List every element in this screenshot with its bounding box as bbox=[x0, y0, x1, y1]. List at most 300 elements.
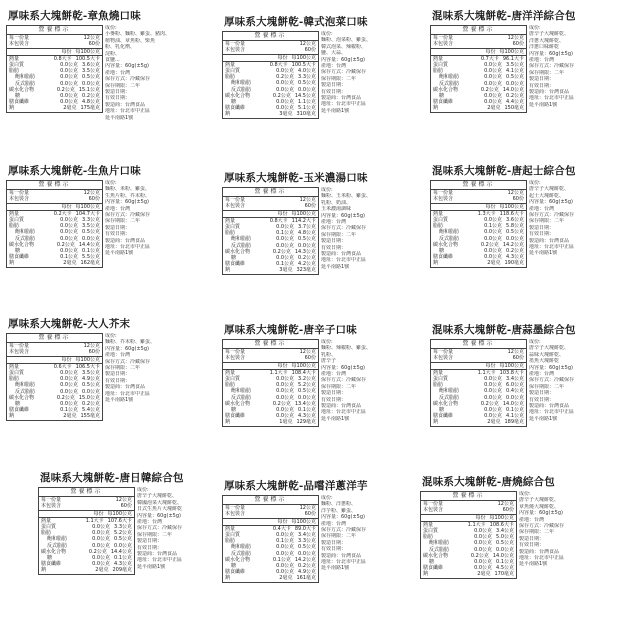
package-label: 本包裝含 bbox=[225, 511, 246, 518]
nutrient-per-serving: 0.0公克 bbox=[484, 217, 503, 224]
info-line: 章魚燒大塊餅乾、 bbox=[519, 503, 560, 510]
info-line: 保存方式：冷藏保存 bbox=[321, 225, 367, 232]
serving-value: 12公克 bbox=[507, 349, 524, 356]
nutrient-per-100g: 15.0公克 bbox=[78, 394, 100, 401]
nutrient-per-serving: 0.2公克 bbox=[56, 394, 75, 401]
package-row bbox=[7, 196, 102, 203]
nutrient-per-serving: 0.8大卡 bbox=[269, 217, 288, 224]
package-label: 本包裝含 bbox=[423, 507, 444, 514]
nutrient-per-100g: 129毫克 bbox=[296, 419, 316, 426]
info-line: 產地：台灣 bbox=[529, 371, 555, 378]
serving-label: 每一份量 bbox=[225, 505, 246, 512]
nutrient-per-serving: 0.0公克 bbox=[276, 255, 295, 262]
info-line: 保存方式：冷藏保存 bbox=[105, 358, 151, 365]
info-line: 產地：台灣 bbox=[105, 352, 131, 359]
nutrient-name: 糖 bbox=[231, 563, 237, 570]
info-line: 製造日期： bbox=[105, 89, 131, 96]
nutrient-per-serving: 2毫克 bbox=[63, 260, 77, 267]
info-line: 製造日期： bbox=[105, 224, 131, 231]
nutrient-per-serving: 2毫克 bbox=[63, 105, 77, 112]
nutrient-per-serving: 0.6大卡 bbox=[53, 363, 72, 370]
serving-value: 12公克 bbox=[83, 190, 100, 197]
nutrient-name: 脂肪 bbox=[41, 530, 52, 537]
nutrient-per-serving: 0.0公克 bbox=[484, 93, 503, 100]
nutrient-name: 膳食纖維 bbox=[41, 561, 62, 568]
info-line: 唐辛子大塊餅乾、 bbox=[519, 497, 560, 504]
nutrient-per-100g: 14.0公克 bbox=[502, 400, 524, 407]
nutrient-per-100g: 15.1公克 bbox=[78, 86, 100, 93]
nutrition-table bbox=[6, 333, 103, 421]
nutrient-per-100g: 3.5公克 bbox=[82, 68, 100, 75]
info-line: 地址：台北市中正區 bbox=[529, 409, 575, 416]
nutrient-per-100g: 5.5公克 bbox=[82, 254, 100, 261]
package-value: 60份 bbox=[512, 41, 524, 48]
serving-label: 每一份量 bbox=[433, 35, 454, 42]
package-label: 本包裝含 bbox=[9, 349, 30, 356]
nutrient-per-100g: 14.2公克 bbox=[294, 556, 316, 563]
column-per-100g: 每100公克 bbox=[489, 514, 514, 521]
nutrient-per-serving: 0.2公克 bbox=[470, 552, 489, 559]
nutrient-per-serving: 0.0公克 bbox=[60, 376, 79, 383]
nutrient-per-serving: 0.0公克 bbox=[60, 235, 79, 242]
info-line: 麵粉、芥末粉、雞蛋、 bbox=[105, 339, 156, 346]
package-row bbox=[39, 503, 134, 510]
info-line: 地址：台北市中正區 bbox=[105, 108, 151, 115]
nutrient-per-100g: 0.0公克 bbox=[298, 550, 316, 557]
column-per-100g: 每100公克 bbox=[291, 518, 316, 525]
product-label bbox=[6, 163, 211, 315]
nutrient-name: 鈉 bbox=[433, 105, 439, 112]
nutrient-name: 飽和脂肪 bbox=[231, 544, 252, 551]
product-title: 混味系大塊餅乾-唐日韓綜合包 bbox=[40, 472, 184, 484]
info-line: 延平南路1號 bbox=[321, 263, 350, 270]
nutrient-name: 熱量 bbox=[9, 363, 20, 370]
nutrient-name: 熱量 bbox=[433, 55, 444, 62]
package-row bbox=[431, 355, 526, 362]
nutrition-heading: 營養標示 bbox=[431, 340, 526, 349]
nutrient-name: 脂肪 bbox=[225, 74, 236, 81]
nutrient-per-serving: 0.1公克 bbox=[276, 261, 295, 268]
info-line: 內容量：60g(±5g) bbox=[321, 56, 365, 63]
nutrient-name: 蛋白質 bbox=[9, 370, 25, 377]
nutrient-per-100g: 100.5大卡 bbox=[75, 55, 100, 62]
nutrient-per-100g: 103.8大卡 bbox=[499, 369, 524, 376]
nutrient-name: 鈉 bbox=[41, 567, 47, 574]
nutrient-per-100g: 4.8公克 bbox=[82, 99, 100, 106]
info-line: 內容量：60g(±5g) bbox=[529, 199, 573, 206]
nutrient-per-100g: 3.4公克 bbox=[496, 528, 514, 535]
nutrient-per-100g: 3.5公克 bbox=[82, 223, 100, 230]
nutrient-per-100g: 0.4公克 bbox=[506, 388, 524, 395]
package-value: 60份 bbox=[512, 196, 524, 203]
nutrient-name: 膳食纖維 bbox=[423, 565, 444, 572]
nutrient-per-100g: 0.0公克 bbox=[506, 394, 524, 401]
info-line: 成份: bbox=[529, 339, 541, 345]
nutrient-per-100g: 0.0公克 bbox=[298, 86, 316, 93]
nutrient-name: 脂肪 bbox=[9, 223, 20, 230]
product-info bbox=[321, 31, 427, 114]
nutrient-per-serving: 2毫克 bbox=[487, 260, 501, 267]
nutrient-per-100g: 4.1公克 bbox=[506, 68, 524, 75]
column-per-serving: 每份 bbox=[93, 510, 104, 517]
nutrient-per-serving: 2毫克 bbox=[279, 575, 293, 582]
nutrition-heading: 營養標示 bbox=[421, 492, 516, 501]
nutrient-name: 膳食纖維 bbox=[433, 99, 454, 106]
nutrient-per-serving: 0.0公克 bbox=[276, 569, 295, 576]
nutrient-per-100g: 5.0公克 bbox=[496, 534, 514, 541]
nutrient-per-serving: 0.2公克 bbox=[272, 248, 291, 255]
nutrient-name: 熱量 bbox=[433, 369, 444, 376]
nutrient-name: 飽和脂肪 bbox=[47, 536, 68, 543]
product-info bbox=[529, 25, 635, 108]
nutrient-per-serving: 0.0公克 bbox=[276, 68, 295, 75]
nutrient-per-serving: 0.0公克 bbox=[484, 62, 503, 69]
nutrient-per-serving: 0.0公克 bbox=[276, 80, 295, 87]
nutrient-per-serving: 0.2公克 bbox=[272, 92, 291, 99]
nutrient-row bbox=[431, 105, 526, 111]
nutrient-name: 反式脂肪 bbox=[429, 546, 450, 553]
nutrient-per-100g: 104.7大卡 bbox=[75, 210, 100, 217]
info-line: 麵粉、玉米粉、雞蛋、 bbox=[321, 193, 372, 200]
info-line: 製造商：台灣食品 bbox=[105, 237, 146, 244]
nutrient-per-100g: 162毫克 bbox=[80, 260, 100, 267]
column-per-serving: 每份 bbox=[277, 210, 288, 217]
nutrient-per-100g: 114.2大卡 bbox=[291, 217, 316, 224]
serving-value: 12公克 bbox=[299, 505, 316, 512]
nutrient-name: 膳食纖維 bbox=[9, 99, 30, 106]
product-label bbox=[222, 170, 427, 322]
nutrient-name: 鈉 bbox=[423, 571, 429, 578]
column-header-row bbox=[223, 519, 318, 526]
nutrient-per-100g: 3.6公克 bbox=[82, 62, 100, 69]
nutrition-table bbox=[430, 339, 527, 427]
package-value: 60份 bbox=[304, 511, 316, 518]
nutrient-per-100g: 5.4公克 bbox=[82, 407, 100, 414]
info-line: 地址：台北市中正區 bbox=[519, 555, 565, 562]
package-row bbox=[7, 41, 102, 48]
nutrient-per-serving: 0.0公克 bbox=[484, 407, 503, 414]
nutrient-name: 蛋白質 bbox=[225, 532, 241, 539]
info-line: 保存方式：冷藏保存 bbox=[529, 63, 575, 70]
nutrient-per-serving: 0.0公克 bbox=[484, 376, 503, 383]
nutrient-name: 飽和脂肪 bbox=[439, 229, 460, 236]
package-row bbox=[431, 196, 526, 203]
nutrient-name: 糖 bbox=[429, 559, 435, 566]
nutrient-name: 碳水化合物 bbox=[225, 248, 251, 255]
info-line: 成份: bbox=[105, 333, 117, 339]
nutrient-per-100g: 3.4公克 bbox=[506, 376, 524, 383]
nutrient-per-serving: 0.0公克 bbox=[92, 530, 111, 537]
nutrient-per-100g: 108.6大卡 bbox=[489, 521, 514, 528]
nutrient-per-100g: 0.0公克 bbox=[82, 80, 100, 87]
nutrient-name: 脂肪 bbox=[433, 223, 444, 230]
nutrient-per-serving: 0.2大卡 bbox=[53, 210, 72, 217]
nutrient-name: 碳水化合物 bbox=[225, 92, 251, 99]
info-line: 地址：台北市中正區 bbox=[321, 559, 367, 566]
info-line: 唐辛子大塊餅乾、 bbox=[529, 186, 570, 193]
nutrient-name: 膳食纖維 bbox=[9, 407, 30, 414]
nutrient-per-serving: 0.7大卡 bbox=[480, 55, 499, 62]
nutrient-name: 反式脂肪 bbox=[231, 242, 252, 249]
nutrient-per-serving: 0.0公克 bbox=[60, 223, 79, 230]
nutrient-row bbox=[421, 571, 516, 577]
nutrient-name: 膳食纖維 bbox=[433, 413, 454, 420]
serving-value: 12公克 bbox=[115, 497, 132, 504]
nutrient-name: 鈉 bbox=[9, 413, 15, 420]
info-line: 內容量：60g(±5g) bbox=[529, 364, 573, 371]
nutrition-table bbox=[222, 187, 319, 275]
nutrient-per-100g: 14.3公克 bbox=[294, 248, 316, 255]
nutrient-per-100g: 14.0公克 bbox=[492, 552, 514, 559]
info-line: 淀粉、 bbox=[105, 50, 121, 57]
nutrient-name: 鈉 bbox=[9, 105, 15, 112]
package-value: 60份 bbox=[120, 503, 132, 510]
product-title: 混味系大塊餅乾-唐蒜墨綜合包 bbox=[432, 324, 576, 336]
nutrient-per-100g: 323毫克 bbox=[296, 267, 316, 274]
nutrient-name: 鈉 bbox=[225, 419, 231, 426]
info-line: 日式生魚片大塊餅乾 bbox=[137, 506, 183, 513]
nutrient-per-100g: 4.4公克 bbox=[506, 99, 524, 106]
info-line: 延平南路1號 bbox=[105, 114, 134, 121]
nutrient-per-serving: 2毫克 bbox=[487, 105, 501, 112]
nutrient-name: 糖 bbox=[15, 93, 21, 100]
info-line: 地址：台北市中正區 bbox=[321, 409, 367, 416]
nutrient-name: 碳水化合物 bbox=[9, 241, 35, 248]
info-line: 保存方式：冷藏保存 bbox=[519, 523, 565, 530]
info-line: 洋蔥大塊餅乾、 bbox=[529, 37, 565, 44]
column-per-100g: 每100公克 bbox=[499, 203, 524, 210]
nutrient-per-100g: 4.2公克 bbox=[298, 261, 316, 268]
nutrient-name: 鈉 bbox=[9, 260, 15, 267]
product-title: 厚味系大塊餅乾-大人芥末 bbox=[8, 318, 131, 330]
nutrient-per-100g: 13.4公克 bbox=[294, 400, 316, 407]
nutrient-per-serving: 0.2公克 bbox=[56, 241, 75, 248]
nutrient-per-serving: 2毫克 bbox=[487, 419, 501, 426]
nutrient-per-100g: 118.6大卡 bbox=[499, 210, 524, 217]
nutrient-name: 糖 bbox=[439, 248, 445, 255]
nutrient-per-100g: 310毫克 bbox=[296, 111, 316, 118]
info-line: 洋芋粉、雞蛋、 bbox=[321, 507, 357, 514]
nutrient-per-serving: 0.0公克 bbox=[60, 401, 79, 408]
nutrient-name: 膳食纖維 bbox=[225, 261, 246, 268]
product-label bbox=[6, 8, 211, 160]
nutrient-per-serving: 0.0公克 bbox=[60, 382, 79, 389]
nutrient-name: 蛋白質 bbox=[225, 224, 241, 231]
info-line: 保存方式：冷藏保存 bbox=[137, 525, 183, 532]
column-header-row bbox=[223, 55, 318, 62]
nutrient-per-serving: 0.2公克 bbox=[56, 86, 75, 93]
info-line: 製造日期： bbox=[137, 538, 163, 545]
nutrient-per-100g: 0.2公克 bbox=[82, 401, 100, 408]
column-header-row bbox=[7, 357, 102, 364]
nutrient-per-serving: 0.0公克 bbox=[276, 242, 295, 249]
serving-label: 每一份量 bbox=[423, 501, 444, 508]
info-line: 延平南路1號 bbox=[105, 250, 134, 257]
nutrient-per-100g: 14.4公克 bbox=[78, 241, 100, 248]
nutrient-per-100g: 0.0公克 bbox=[82, 388, 100, 395]
nutrient-name: 熱量 bbox=[9, 55, 20, 62]
nutrient-name: 蛋白質 bbox=[225, 376, 241, 383]
nutrient-per-100g: 0.5公克 bbox=[82, 229, 100, 236]
column-header-row bbox=[7, 49, 102, 56]
nutrient-name: 糖 bbox=[15, 401, 21, 408]
nutrient-per-serving: 0.0公克 bbox=[60, 68, 79, 75]
nutrient-name: 脂肪 bbox=[433, 68, 444, 75]
nutrient-per-serving: 0.0公克 bbox=[60, 93, 79, 100]
info-line: 保存期限：二年 bbox=[529, 218, 565, 225]
info-line: 產地：台灣 bbox=[529, 205, 555, 212]
info-line: 唐辛子 bbox=[321, 358, 337, 365]
nutrient-per-100g: 3.5公克 bbox=[82, 370, 100, 377]
nutrient-per-100g: 0.2公克 bbox=[506, 93, 524, 100]
info-line: 延平南路1號 bbox=[321, 107, 350, 114]
nutrient-per-serving: 0.1公克 bbox=[276, 538, 295, 545]
nutrient-name: 蛋白質 bbox=[433, 217, 449, 224]
nutrient-per-100g: 0.1公克 bbox=[506, 407, 524, 414]
column-per-100g: 每100公克 bbox=[499, 48, 524, 55]
nutrient-per-serving: 0.0公克 bbox=[484, 394, 503, 401]
nutrient-per-serving: 1.1大卡 bbox=[85, 517, 104, 524]
package-value: 60份 bbox=[304, 47, 316, 54]
nutrient-per-100g: 5.2公克 bbox=[114, 530, 132, 537]
column-header-row bbox=[431, 49, 526, 56]
package-value: 60份 bbox=[304, 203, 316, 210]
nutrient-per-100g: 0.5公克 bbox=[506, 229, 524, 236]
info-line: 地址：台北市中正區 bbox=[529, 95, 575, 102]
nutrient-per-100g: 0.5公克 bbox=[298, 236, 316, 243]
nutrient-name: 飽和脂肪 bbox=[231, 388, 252, 395]
nutrient-row bbox=[223, 111, 318, 117]
nutrition-table bbox=[6, 25, 103, 113]
nutrition-heading: 營養標示 bbox=[431, 26, 526, 35]
nutrient-per-100g: 4.1公克 bbox=[506, 413, 524, 420]
nutrient-per-serving: 1.1大卡 bbox=[269, 369, 288, 376]
info-line: 地址：台北市中正區 bbox=[105, 244, 151, 251]
package-label: 本包裝含 bbox=[9, 196, 30, 203]
nutrient-per-100g: 3.4公克 bbox=[298, 532, 316, 539]
nutrition-heading: 營養標示 bbox=[39, 488, 134, 497]
serving-label: 每一份量 bbox=[41, 497, 62, 504]
nutrient-per-serving: 0.8大卡 bbox=[53, 55, 72, 62]
product-title: 厚味系大塊餅乾-玉米濃湯口味 bbox=[224, 172, 368, 184]
nutrient-per-100g: 0.5公克 bbox=[82, 382, 100, 389]
nutrient-name: 蛋白質 bbox=[433, 376, 449, 383]
column-per-serving: 每份 bbox=[475, 514, 486, 521]
nutrient-per-serving: 0.0公克 bbox=[276, 532, 295, 539]
nutrient-per-100g: 0.2公克 bbox=[298, 255, 316, 262]
nutrient-per-serving: 0.2公克 bbox=[88, 548, 107, 555]
nutrient-name: 蛋白質 bbox=[9, 217, 25, 224]
nutrient-name: 熱量 bbox=[41, 517, 52, 524]
nutrient-name: 碳水化合物 bbox=[9, 394, 35, 401]
info-line: 製造商：台灣食品 bbox=[105, 101, 146, 108]
column-per-100g: 每100公克 bbox=[291, 362, 316, 369]
column-per-serving: 每份 bbox=[485, 362, 496, 369]
info-line: 內容量：60g(±5g) bbox=[321, 212, 365, 219]
package-label: 本包裝含 bbox=[225, 355, 246, 362]
nutrient-per-100g: 4.3公克 bbox=[114, 561, 132, 568]
nutrient-name: 反式脂肪 bbox=[439, 394, 460, 401]
nutrient-per-serving: 0.0公克 bbox=[474, 528, 493, 535]
nutrient-name: 脂肪 bbox=[433, 382, 444, 389]
info-line: 製造日期： bbox=[529, 390, 555, 397]
info-line: 製造日期： bbox=[519, 535, 545, 542]
nutrient-per-100g: 3.3公克 bbox=[82, 217, 100, 224]
nutrient-per-100g: 6.0公克 bbox=[506, 382, 524, 389]
info-line: 小麥粉、麵粉、雞蛋、豬肉、 bbox=[105, 31, 171, 38]
nutrient-per-100g: 89.0大卡 bbox=[294, 525, 316, 532]
nutrient-name: 反式脂肪 bbox=[15, 388, 36, 395]
info-line: 保存期限：二年 bbox=[321, 231, 357, 238]
nutrient-per-serving: 3毫克 bbox=[279, 267, 293, 274]
product-title: 厚味系大塊餅乾-生魚片口味 bbox=[8, 165, 141, 177]
column-per-serving: 每份 bbox=[61, 203, 72, 210]
nutrient-per-serving: 1.1大卡 bbox=[477, 369, 496, 376]
nutrient-per-serving: 0.8大卡 bbox=[269, 61, 288, 68]
nutrient-per-100g: 0.2公克 bbox=[298, 563, 316, 570]
product-title: 厚味系大塊餅乾-韓式泡菜口味 bbox=[224, 16, 368, 28]
nutrient-per-serving: 0.0公克 bbox=[60, 74, 79, 81]
info-line: 有效日期： bbox=[321, 88, 347, 95]
info-line: 玉米濃湯調味 bbox=[321, 206, 352, 213]
info-line: 乳粉、奶油、 bbox=[321, 199, 352, 206]
nutrient-per-serving: 0.0公克 bbox=[474, 546, 493, 553]
info-line: 唐辛子大塊餅乾、 bbox=[529, 31, 570, 38]
info-line: 製造商：台灣食品 bbox=[321, 403, 362, 410]
nutrient-name: 蛋白質 bbox=[423, 528, 439, 535]
info-line: 保存方式：冷藏保存 bbox=[529, 212, 575, 219]
nutrient-per-serving: 0.0公克 bbox=[484, 229, 503, 236]
info-line: 保存期限：二年 bbox=[105, 82, 141, 89]
nutrient-per-100g: 150毫克 bbox=[504, 105, 524, 112]
info-line: 有效日期： bbox=[321, 396, 347, 403]
info-line: 成份: bbox=[321, 187, 333, 193]
nutrition-table bbox=[430, 25, 527, 113]
column-per-100g: 每100公克 bbox=[75, 356, 100, 363]
serving-label: 每一份量 bbox=[9, 343, 30, 350]
column-header-row bbox=[39, 511, 134, 518]
nutrient-name: 脂肪 bbox=[9, 376, 20, 383]
info-line: 延平南路1號 bbox=[529, 250, 558, 257]
product-label bbox=[430, 322, 635, 474]
nutrient-name: 蛋白質 bbox=[225, 68, 241, 75]
package-label: 本包裝含 bbox=[433, 196, 454, 203]
nutrient-per-serving: 0.0公克 bbox=[276, 388, 295, 395]
column-per-serving: 每份 bbox=[277, 518, 288, 525]
nutrient-per-serving: 3毫克 bbox=[279, 111, 293, 118]
package-label: 本包裝含 bbox=[225, 47, 246, 54]
info-line: 有效日期： bbox=[137, 544, 163, 551]
package-row bbox=[223, 47, 318, 54]
info-line: 墨魚大塊餅乾 bbox=[529, 358, 560, 365]
serving-value: 12公克 bbox=[507, 35, 524, 42]
nutrient-per-100g: 189毫克 bbox=[504, 419, 524, 426]
nutrient-per-serving: 0.0公克 bbox=[276, 224, 295, 231]
nutrient-per-serving: 0.1公克 bbox=[484, 223, 503, 230]
nutrient-per-100g: 0.5公克 bbox=[114, 536, 132, 543]
info-line: 成份: bbox=[529, 25, 541, 31]
info-line: 成份: bbox=[321, 339, 333, 345]
info-line: 保存期限：二年 bbox=[519, 529, 555, 536]
info-line: 產地：台灣 bbox=[137, 519, 163, 526]
nutrient-per-100g: 3.7公克 bbox=[298, 224, 316, 231]
nutrient-name: 糖 bbox=[231, 407, 237, 414]
nutrient-row bbox=[7, 260, 102, 266]
info-line: 保存期限：二年 bbox=[529, 383, 565, 390]
product-info bbox=[105, 25, 211, 121]
nutrient-per-100g: 14.0公克 bbox=[502, 86, 524, 93]
nutrient-row bbox=[39, 567, 134, 573]
